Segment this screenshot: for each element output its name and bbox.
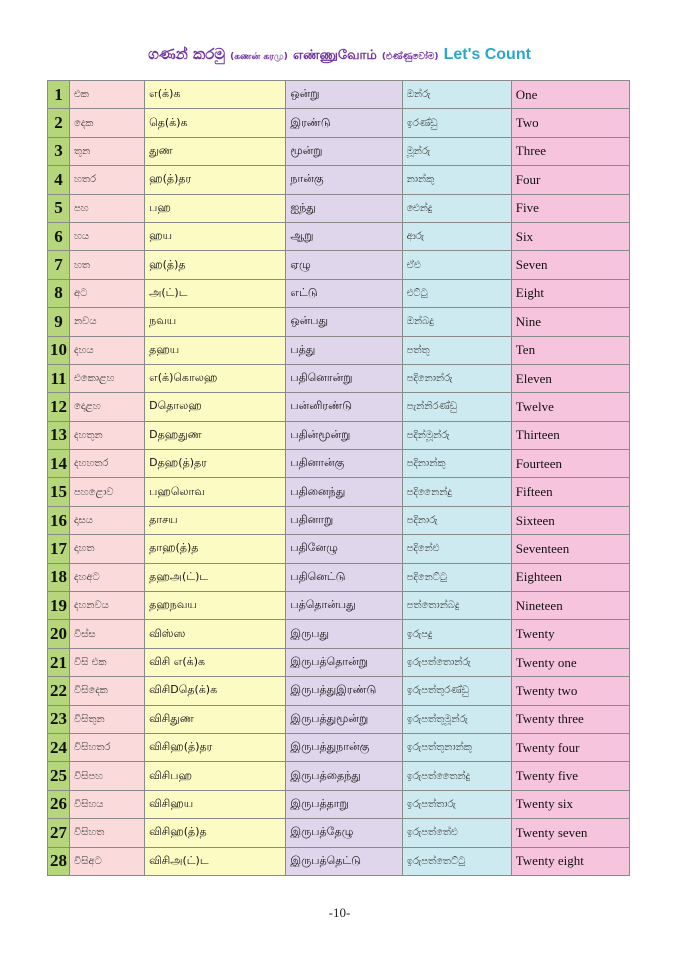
tamil-word: பதின்மூன்று (286, 421, 402, 449)
tamil-pronunciation-cell: ஹ(த்)த (145, 251, 286, 279)
sinhala-word: දහතුන (70, 421, 145, 449)
counting-table-body (48, 81, 630, 876)
tamil-word: இருபத்துமூன்று (286, 705, 402, 733)
sinhala-word: දාසය (70, 506, 145, 534)
english-word: Twenty six (511, 790, 629, 818)
tamil-pronunciation-cell: விசிஅ(ட்)ட (145, 847, 286, 875)
row-number: 21 (48, 648, 70, 676)
tamil-pronunciation-cell: தஹநவய (145, 592, 286, 620)
tamil-word: இருபத்துநான்கு (286, 733, 402, 761)
tamil-pronunciation-cell: Dதஹ(த்)தர (145, 450, 286, 478)
tamil-word: இருபத்துஇரண்டு (286, 677, 402, 705)
tamil-word: ஏழு (286, 251, 402, 279)
tamil-pronunciation-cell: விசி எ(க்)க (145, 648, 286, 676)
table-row (48, 535, 630, 563)
sinhala-word: එක (70, 81, 145, 109)
tamil-word: இருபத்தேழு (286, 819, 402, 847)
table-row (48, 251, 630, 279)
tamil-word: மூன்று (286, 137, 402, 165)
sinhala-word: අට (70, 279, 145, 307)
row-number: 4 (48, 166, 70, 194)
tamil-word: பதினெட்டு (286, 563, 402, 591)
sinhala-word: විස්ස (70, 620, 145, 648)
sinhala-pronunciation-cell: පදිනෛන්දු (402, 478, 511, 506)
row-number: 11 (48, 364, 70, 392)
tamil-pronunciation-cell: Dதஹதுண (145, 421, 286, 449)
tamil-word: பதினேழு (286, 535, 402, 563)
sinhala-word: විසිහය (70, 790, 145, 818)
tamil-word: ஆறு (286, 222, 402, 250)
tamil-pronunciation-cell: விசிஹய (145, 790, 286, 818)
table-row (48, 847, 630, 875)
english-word: Five (511, 194, 629, 222)
english-word: Twenty four (511, 733, 629, 761)
sinhala-pronunciation-cell: එට්ටු (402, 279, 511, 307)
table-row (48, 364, 630, 392)
sinhala-pronunciation-cell: ඔන්බදු (402, 308, 511, 336)
sinhala-word: විසිහත (70, 819, 145, 847)
title-sinhala-transliteration: (கணன் கரமு) (230, 52, 288, 62)
table-row (48, 279, 630, 307)
english-word: Nineteen (511, 592, 629, 620)
row-number: 14 (48, 450, 70, 478)
sinhala-word: දොළහ (70, 393, 145, 421)
tamil-pronunciation-cell: நவய (145, 308, 286, 336)
tamil-word: இருபத்தாறு (286, 790, 402, 818)
row-number: 10 (48, 336, 70, 364)
tamil-pronunciation-cell: ஹ(த்)தர (145, 166, 286, 194)
table-row (48, 648, 630, 676)
sinhala-pronunciation-cell: ආරු (402, 222, 511, 250)
sinhala-pronunciation-cell: පදිනොන්රු (402, 364, 511, 392)
row-number: 6 (48, 222, 70, 250)
english-word: Three (511, 137, 629, 165)
tamil-pronunciation-cell: எ(க்)க (145, 81, 286, 109)
row-number: 25 (48, 762, 70, 790)
sinhala-pronunciation-cell: පදිනේළු (402, 535, 511, 563)
row-number: 1 (48, 81, 70, 109)
sinhala-word: විසිතුන (70, 705, 145, 733)
english-word: Two (511, 109, 629, 137)
row-number: 12 (48, 393, 70, 421)
sinhala-word: හත (70, 251, 145, 279)
row-number: 22 (48, 677, 70, 705)
table-row (48, 166, 630, 194)
sinhala-word: පහළොව (70, 478, 145, 506)
sinhala-word: දහහතර (70, 450, 145, 478)
row-number: 5 (48, 194, 70, 222)
row-number: 7 (48, 251, 70, 279)
table-row (48, 819, 630, 847)
sinhala-word: දාහත (70, 535, 145, 563)
sinhala-pronunciation-cell: පදින්මූන්රු (402, 421, 511, 449)
english-word: Seven (511, 251, 629, 279)
english-word: Twenty three (511, 705, 629, 733)
tamil-pronunciation-cell: தாசய (145, 506, 286, 534)
sinhala-pronunciation-cell: ඉරුපත්තෛන්දු (402, 762, 511, 790)
sinhala-pronunciation-cell: ඉරුපදු (402, 620, 511, 648)
table-row (48, 109, 630, 137)
english-word: Four (511, 166, 629, 194)
table-row (48, 194, 630, 222)
title-sinhala: ගණන් කරමු (148, 45, 226, 63)
sinhala-pronunciation-cell: ඒළු (402, 251, 511, 279)
table-row (48, 620, 630, 648)
row-number: 16 (48, 506, 70, 534)
row-number: 23 (48, 705, 70, 733)
sinhala-pronunciation-cell: නාන්කු (402, 166, 511, 194)
tamil-word: இருபத்தெட்டு (286, 847, 402, 875)
sinhala-word: දහඅට (70, 563, 145, 591)
english-word: Twelve (511, 393, 629, 421)
sinhala-pronunciation-cell: පදිනාන්කු (402, 450, 511, 478)
tamil-pronunciation-cell: எ(க்)கொலஹ (145, 364, 286, 392)
row-number: 24 (48, 733, 70, 761)
sinhala-pronunciation-cell: පදිනාරු (402, 506, 511, 534)
title-tamil: எண்ணுவோம் (292, 48, 377, 63)
tamil-pronunciation-cell: பஹ (145, 194, 286, 222)
table-row (48, 478, 630, 506)
sinhala-pronunciation-cell: ඉරුපත්තුමූන්රු (402, 705, 511, 733)
sinhala-word: දෙක (70, 109, 145, 137)
sinhala-pronunciation-cell: ඔන්රු (402, 81, 511, 109)
sinhala-pronunciation-cell: පැන්නිරණ්ඩු (402, 393, 511, 421)
tamil-pronunciation-cell: விசிபஹ (145, 762, 286, 790)
tamil-word: இருபது (286, 620, 402, 648)
row-number: 17 (48, 535, 70, 563)
sinhala-word: විසිපහ (70, 762, 145, 790)
table-row (48, 81, 630, 109)
sinhala-word: විසි එක (70, 648, 145, 676)
counting-table (47, 80, 630, 876)
sinhala-pronunciation-cell: ඉරුපත්තුරණ්ඩු (402, 677, 511, 705)
english-word: Twenty (511, 620, 629, 648)
tamil-pronunciation-cell: ஹய (145, 222, 286, 250)
table-row (48, 592, 630, 620)
sinhala-pronunciation-cell: මූන්රු (402, 137, 511, 165)
sinhala-pronunciation-cell: පත්තු (402, 336, 511, 364)
row-number: 8 (48, 279, 70, 307)
row-number: 27 (48, 819, 70, 847)
tamil-pronunciation-cell: தஹய (145, 336, 286, 364)
table-row (48, 677, 630, 705)
tamil-pronunciation-cell: தெ(க்)க (145, 109, 286, 137)
english-word: Nine (511, 308, 629, 336)
english-word: Twenty two (511, 677, 629, 705)
sinhala-word: දහනවය (70, 592, 145, 620)
english-word: Seventeen (511, 535, 629, 563)
sinhala-pronunciation-cell: ඉරුපත්තොන්රු (402, 648, 511, 676)
english-word: Thirteen (511, 421, 629, 449)
tamil-pronunciation-cell: விசிஹ(த்)த (145, 819, 286, 847)
tamil-word: இருபத்தொன்று (286, 648, 402, 676)
tamil-pronunciation-cell: விசிஹ(த்)தர (145, 733, 286, 761)
sinhala-pronunciation-cell: ඉරණ්ඩු (402, 109, 511, 137)
english-word: Ten (511, 336, 629, 364)
tamil-pronunciation-cell: பஹலொவ (145, 478, 286, 506)
sinhala-word: දහය (70, 336, 145, 364)
table-row (48, 705, 630, 733)
english-word: Eighteen (511, 563, 629, 591)
row-number: 3 (48, 137, 70, 165)
tamil-word: எட்டு (286, 279, 402, 307)
tamil-pronunciation-cell: தஹஅ(ட்)ட (145, 563, 286, 591)
row-number: 26 (48, 790, 70, 818)
english-word: Twenty eight (511, 847, 629, 875)
sinhala-pronunciation-cell: ඉරුපත්තාරු (402, 790, 511, 818)
sinhala-pronunciation-cell: ඓන්දු (402, 194, 511, 222)
tamil-pronunciation-cell: விசிதுண (145, 705, 286, 733)
tamil-pronunciation-cell: அ(ட்)ட (145, 279, 286, 307)
tamil-word: நான்கு (286, 166, 402, 194)
row-number: 9 (48, 308, 70, 336)
tamil-word: பதினொன்று (286, 364, 402, 392)
sinhala-pronunciation-cell: පදිනෙට්ටු (402, 563, 511, 591)
tamil-pronunciation-cell: துண (145, 137, 286, 165)
sinhala-word: විසිහතර (70, 733, 145, 761)
sinhala-word: තුන (70, 137, 145, 165)
table-row (48, 790, 630, 818)
row-number: 15 (48, 478, 70, 506)
table-row (48, 336, 630, 364)
sinhala-pronunciation-cell: ඉරුපත්තෙට්ටු (402, 847, 511, 875)
page-title (0, 44, 679, 64)
english-word: Twenty seven (511, 819, 629, 847)
sinhala-pronunciation-cell: පත්තොන්බදු (402, 592, 511, 620)
sinhala-word: විසිඅට (70, 847, 145, 875)
table-row (48, 421, 630, 449)
table-row (48, 222, 630, 250)
tamil-word: பத்து (286, 336, 402, 364)
row-number: 28 (48, 847, 70, 875)
title-tamil-transliteration: (එණ්ණුවෝම) (381, 52, 439, 62)
page-number: -10- (328, 905, 351, 920)
tamil-word: பதினைந்து (286, 478, 402, 506)
table-row (48, 393, 630, 421)
table-row (48, 506, 630, 534)
table-row (48, 308, 630, 336)
tamil-word: பதினாறு (286, 506, 402, 534)
tamil-word: பத்தொன்பது (286, 592, 402, 620)
sinhala-word: එකොළහ (70, 364, 145, 392)
sinhala-word: නවය (70, 308, 145, 336)
english-word: Sixteen (511, 506, 629, 534)
tamil-word: ஒன்று (286, 81, 402, 109)
sinhala-pronunciation-cell: ඉරුපත්තේළු (402, 819, 511, 847)
tamil-pronunciation-cell: Dதொலஹ (145, 393, 286, 421)
tamil-word: ஐந்து (286, 194, 402, 222)
sinhala-pronunciation-cell: ඉරුපත්තුනාන්කු (402, 733, 511, 761)
tamil-word: இருபத்தைந்து (286, 762, 402, 790)
row-number: 19 (48, 592, 70, 620)
table-row (48, 762, 630, 790)
table-row (48, 450, 630, 478)
sinhala-word: හතර (70, 166, 145, 194)
table-row (48, 733, 630, 761)
sinhala-word: හය (70, 222, 145, 250)
row-number: 2 (48, 109, 70, 137)
table-row (48, 137, 630, 165)
tamil-word: பன்னிரண்டு (286, 393, 402, 421)
english-word: One (511, 81, 629, 109)
sinhala-word: විසිදෙක (70, 677, 145, 705)
english-word: Twenty one (511, 648, 629, 676)
tamil-pronunciation-cell: விசிDதெ(க்)க (145, 677, 286, 705)
tamil-pronunciation-cell: விஸ்ஸ (145, 620, 286, 648)
row-number: 18 (48, 563, 70, 591)
tamil-word: ஒன்பது (286, 308, 402, 336)
tamil-word: பதினான்கு (286, 450, 402, 478)
title-english: Let's Count (443, 46, 531, 63)
english-word: Six (511, 222, 629, 250)
english-word: Fifteen (511, 478, 629, 506)
english-word: Eight (511, 279, 629, 307)
table-row (48, 563, 630, 591)
tamil-word: இரண்டு (286, 109, 402, 137)
english-word: Fourteen (511, 450, 629, 478)
sinhala-word: පහ (70, 194, 145, 222)
english-word: Twenty five (511, 762, 629, 790)
row-number: 20 (48, 620, 70, 648)
tamil-pronunciation-cell: தாஹ(த்)த (145, 535, 286, 563)
row-number: 13 (48, 421, 70, 449)
english-word: Eleven (511, 364, 629, 392)
